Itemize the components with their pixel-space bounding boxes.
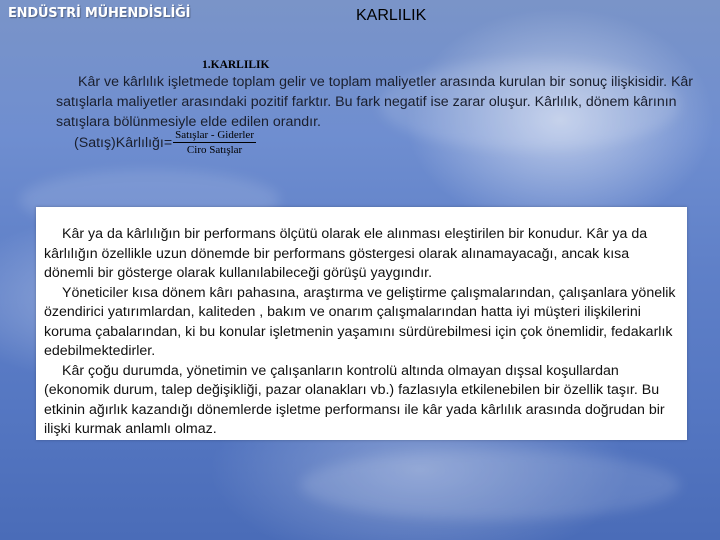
formula-lhs: (Satış)Kârlılığı=: [74, 134, 173, 151]
course-label: ENDÜSTRİ MÜHENDİSLİĞİ: [8, 6, 191, 21]
box-paragraph: Yöneticiler kısa dönem kârı pahasına, araştırma ve geliştirme çalışmalarından, çalışanlara yönelik özendirici yatırımlardan, kaliteden , bakım ve onarım çalışmalarından hatta iyi müşteri ilişkilerini koruma çabalarından, ki bu konular işletmenin yaşamını sürdürebilmesi için çok önemlidir, fedakarlık edebilmektedirler.: [44, 284, 676, 359]
box-paragraph: Kâr ya da kârlılığın bir performans ölçütü olarak ele alınması eleştirilen bir konudur. Kâr ya da kârlılığın özellikle uzun dönemde bir performans göstergesi olarak alınamayacağı, ancak kısa dönemli bir gösterge olarak kullanılabileceği görüşü yaygındır.: [44, 226, 648, 281]
box-paragraph: Kâr çoğu durumda, yönetimin ve çalışanların kontrolü altında olmayan dışsal koşullardan (ekonomik durum, talep değişikliği, pazar olanakları vb.) fazlasıyla etkilenebilen bir özellik taşır. Bu etkinin ağırlık kazandığı dönemlerde işletme performansı ile kâr yada kârlılık arasında doğrudan bir ilişki kurmak anlamlı olmaz.: [44, 362, 665, 437]
profitability-formula: [74, 129, 256, 156]
background-wave: [300, 450, 680, 520]
formula-denominator: Ciro Satışlar: [186, 144, 243, 156]
section-heading: 1.KARLILIK: [202, 59, 270, 71]
intro-paragraph: Kâr ve kârlılık işletmede toplam gelir ve toplam maliyetler arasında kurulan bir sonuç ilişkisidir. Kâr satışlarla maliyetler arasındaki pozitif farktır. Bu fark negatif ise zarar oluşur. Kârlılık, dönem kârının satışlara bölünmesiyle elde edilen orandır.: [56, 74, 694, 130]
slide-title: KARLILIK: [356, 7, 427, 24]
formula-fraction: [173, 129, 256, 156]
text-box-content: [44, 225, 680, 440]
formula-numerator: Satışlar - Giderler: [175, 129, 254, 141]
